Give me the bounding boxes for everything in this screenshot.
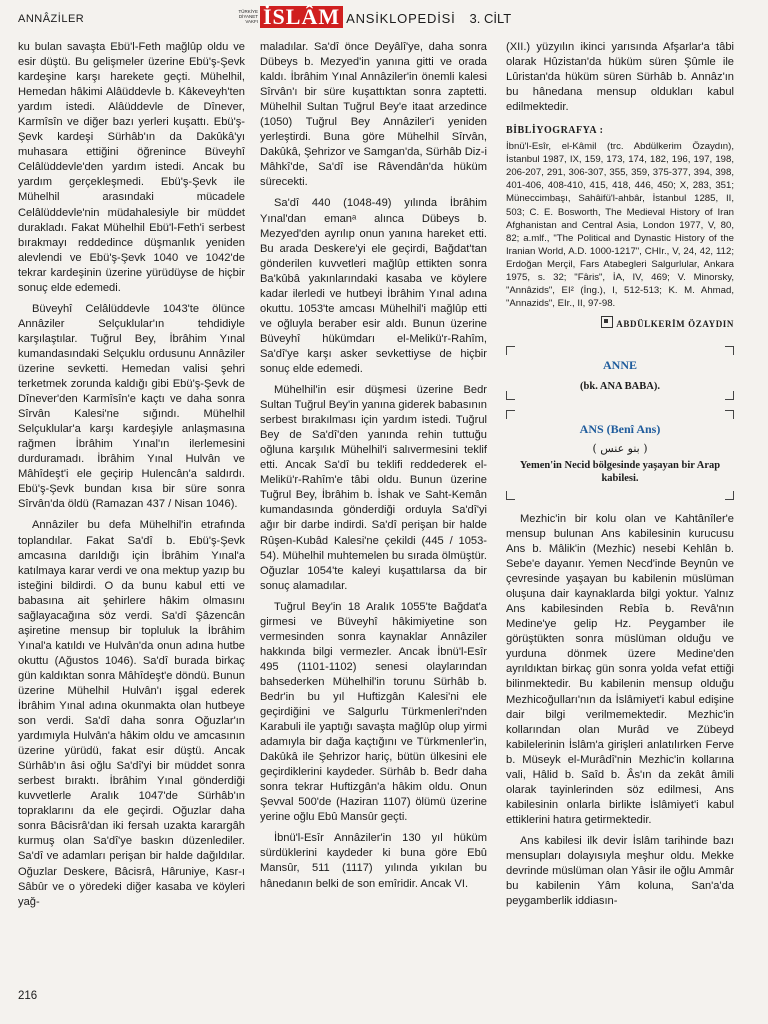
- paragraph: İbnü'l-Esîr Annâziler'in 130 yıl hüküm sürdüklerini kaydeder ki buna göre Ebû Mansûr, 511 (1117) yılında yıkılan bu hânedanın belki de son emîridir. Ancak VI.: [260, 832, 487, 890]
- brand-line-1: TÜRKİYE: [238, 9, 258, 14]
- author-name: ABDÜLKERİM ÖZAYDIN: [616, 318, 734, 329]
- brand-title: ANSİKLOPEDİSİ: [346, 11, 456, 26]
- paragraph: ku bulan savaşta Ebü'l-Feth mağlûp oldu ve esir düştü. Bu gelişmeler üzerine Ebü'ş-Şevk kardeşine karşı harekete geçti. Mühelhil, Hemedan hâkimi Alâüddevle b. Kâkeveyh'ten yardım istedi. Alâüddevle de Dînever, Karmîsîn ve diğer bazı yerleri kuşattı. Ebü'ş-Şevk kardeşi Sürhâb'ın da Dakûkâ'yı muhasara ettiğini öğrenince Büveyhî Celâlüddevle'den yardım istedi. Ancak bu yardım gerçekleşmedi. Ebü'ş-Şevk ile Mühelhil arasındaki mücadele Celâlüddevle'nin müdahalesiyle bir müddet durakladı. Fakat Mühelhil Ebü'l-Feth'i serbest bırakmayı reddedince düşmanlık yeniden alevlendi ve Ebü'ş-Şevk 1040 ve 1042'de tekrar kardeşinin üzerine yürüdüyse de hiçbir sonuç elde edemedi.: [18, 41, 245, 294]
- paragraph: Mühelhil'in esir düşmesi üzerine Bedr Sultan Tuğrul Bey'in yanına giderek babasının serbest bırakılması için yardım istedi. Tuğrul Bey de Sa'dî'den yanında rehin tuttuğu oğluna karşılık Mühelhil'i salıvermesini teklif etti. Ancak Sa'dî bu teklifi reddederek el-Melikü'r-Rahîm'e tâbi oldu. Bunun üzerine Tuğrul Bey, İbrâhim b. İshak ve Saht-Kemân kumandasında gönderdiği orduyla Sa'dî'yi ağır bir darbe indirdi. Sa'dî perişan bir halde Rûşen-Kubâd Kalesi'ne çekildi (445 / 1053-54). Mühelhil muhtemelen bu sırada ölmüştür. Oğuzlar 1054'te kaleyi kuşattılarsa da bir sonuç alamadılar.: [260, 384, 487, 592]
- page-header: [0, 6, 768, 32]
- running-head: ANNÂZİLER: [18, 13, 85, 25]
- brand-line-3: VAKFI: [245, 19, 258, 24]
- bibliography-text: İbnü'l-Esîr, el-Kâmil (trc. Abdülkerim Özaydın), İstanbul 1987, IX, 159, 173, 174, 182, 196, 197, 198, 206-207, 291, 306-307, 355, 359, 375-377, 394, 398, 401-406, 408-410, 415, 418, 446, 450; X, 283, 351; Müneccimbaşı, Sahâifü'l-ahbâr, İstanbul 1285, II, 503; C. E. Bosworth, The Medieval History of Iran Afghanistan and Central Asia, London 1977, V, 80, 82; a.mlf., "The Political and Dynastic History of the Iranian World, A.D. 1000-1217", CHIr., V, 24, 42, 112; Erdoğan Merçil, Fars Atabegleri Salgurlular, Ankara 1975, s. 32; "Fâris", İA, IV, 469; V. Minorsky, "Annâzids", EI² (İng.), I, 512-513; K. M. Ahmad, "Annazids", EIr., II, 97-98.: [506, 141, 734, 309]
- brand-islam-logo: İSLÂM: [260, 6, 343, 28]
- paragraph: Tuğrul Bey'in 18 Aralık 1055'te Bağdat'a girmesi ve Büveyhî hâkimiyetine son vermesinden sonra kaynaklar Annâziler hakkında bilgi vermezler. Ancak İbnü'l-Esîr 495 (1101-1102) senesi olaylarından bahsederken Mühelhil'in torunu Sürhâb b. Bedr'in bu yıl Huftizgân Kalesi'ni ele geçirdiğini ve Salgurlu Türkmenleri'nden Karabuli ile yaptığı savaşta mağlûp olup yirmi adamıyla bir dağa kaçtığını ve Türkmenler'in, Dakûkâ ile Şehrizor hariç, bütün ülkesini ele geçirdiklerini kaydeder. Sürhâb b. Bedr daha sonra tekrar Huftizgân'a hâkim oldu. Onun Şevval 500'de (Haziran 1107) ölümü üzerine yerine oğlu Ebû Mansûr geçti.: [260, 600, 487, 824]
- bibliography-title: BİBLİYOGRAFYA :: [506, 125, 604, 137]
- volume-label: 3. CİLT: [469, 11, 512, 26]
- entry-title-anne: ANNE: [602, 357, 637, 372]
- paragraph: Ans kabilesi ilk devir İslâm tarihinde bazı mensupları dolayısıyla meşhur oldu. Mekke devrinde müslüman olan Yâsir ile oğlu Ammâr bu kabilenin Yâm koluna, San'a'da peygamberlik iddiasın-: [506, 834, 734, 908]
- column-3: [506, 40, 734, 909]
- entry-description-ans: Yemen'in Necid bölgesinde yaşayan bir Arap kabilesi.: [519, 460, 721, 485]
- brand-foundation-label: [232, 9, 258, 24]
- entry-box-ans: [506, 410, 734, 500]
- page-number: 216: [18, 990, 38, 1002]
- paragraph: (XII.) yüzyılın ikinci yarısında Afşarlar'a tâbi olarak Hûzistan'da hüküm süren Şûmle ile Lûristan'da hüküm süren Sürhâb b. Annâz'ın bu hânedana mensup oldukları kabul edilmektedir.: [506, 41, 734, 114]
- entry-title-ans: ANS (Benî Ans): [579, 421, 661, 436]
- author-signature: [506, 316, 734, 332]
- column-2: [260, 40, 487, 892]
- paragraph: Mezhic'in bir kolu olan ve Kahtânîler'e mensup bulunan Ans kabilesinin kurucusu Ans b. Mâlik'in (Mezhic) nesebi Kehlân b. Sebe'e dayanır. Yemen Necd'inde Beynûn ve çevresinde yaşayan bu kabilenin müslüman oluşuna dair kaynaklarda bilgi yoktur. Yalnız Ans kabilesinden Rebîa b. Revâ'nın Medine'ye gelip Hz. Peygamber ile görüştükten sonra müslüman olduğu ve yurduna dönmek üzere Medine'den ayrıldıktan birkaç gün sonra yolda vefat ettiği bilinmektedir. Bu kabilenin mensup olduğu Mezhicoğulları'nın da İslâmiyet'i kabul edişine dair bilgi verilmemektedir. Mezhic'in kollarından olan Murâd ve Zübeyd kabilelerinin İslâm'a girişleri anlatılırken Ferve b. Müseyk el-Murâdî'nin Mezhic'in kollarına vali, Hâlid b. Saîd b. Âs'ın da zekât âmili olarak tayinlerinden söz edilmesi, Ans kabilesinin onlarla birlikte İslâmiyet'i kabul ettiklerini hatıra getirmektedir.: [506, 512, 734, 826]
- author-logo-icon: [601, 316, 613, 328]
- column-1: [18, 40, 245, 910]
- paragraph: Büveyhî Celâlüddevle 1043'te ölünce Annâziler Selçuklular'ın tehdidiyle karşılaştılar. Tuğrul Bey, İbrâhim Yınal kumandasındaki Selçuklu ordusunu Annâziler üzerine sevketti. Hemedan valisi şehri terketmek zorunda kaldığı gibi Ebü'ş-Şevk de Dînever'den Karmîsîn'e kaçtı ve daha sonra Sîrvân Kalesi'ne sığındı. Mühelhil Selçuklular'a karşı kardeşiyle anlaşmasına rağmen İbrâhim Yınal'ın ilerlemesini durduramadı. İbrâhim Yınal Hulvân ve Mâhîdeşt'i ele geçirip Hulencân'a saldırdı. Ebü'ş-Şevk bundan kısa bir süre sonra Sîrvân'da öldü (Ramazan 437 / Nisan 1046).: [18, 302, 245, 511]
- paragraph: Annâziler bu defa Mühelhil'in etrafında toplandılar. Fakat Sa'dî b. Ebü'ş-Şevk amcasına darıldığı için İbrâhim Yınal'a katılmaya karar verdi ve ona mektup yazıp bu isteğini bildirdi. O da bunu kabul etti ve babasına ait şehirlere hâkim olmasını sağlayacağına söz verdi. Sa'dî Şâzencân aşiretine mensup bir topluluk la İbrâhim Yınal'a katıldı ve Hulvân'da onun adına hutbe okuttu (Ağustos 1046). Sa'dî burada birkaç gün kaldıktan sonra Mâhîdeşt'e döndü. Bunun üzerine Mühelhil Hulvân'ı işgal ederek İbrâhim Yınal adına okunmakta olan hutbeye son verdi. Sa'dî daha sonra Oğuzlar'ın yardımıyla Hulvân'a hâkim oldu ve amcasının üzerine yürüdü, fakat esir düştü. Ancak Sürhâb'ın âsi oğlu Sa'dî'yi bir müddet sonra serbest bıraktı. İbrâhim Yınal gönderdiği kuvvetlerle Aralık 1047'de Sürhâb'ın topraklarını da ele geçirdi. Oğuzlar daha sonra Bâcisrâ'dan iki fersah uzakta karargâh kurmuş olan Sa'dî'ye baskın düzenlediler. Sa'dî ve adamları perişan bir halde dağıldılar. Oğuzlar Deskere, Bâcisrâ, Hâruniye, Kasr-ı Sâbûr ve o yöredeki diğer kasaba ve köyleri yağ-: [18, 519, 245, 908]
- paragraph: Sa'dî 440 (1048-49) yılında İbrâhim Yınal'dan emanᵃ alınca Dübeys b. Mezyed'den ayrılıp onun yanına hareket etti. Bu arada Deskere'yi ele geçirdi, Bağdat'tan gönderilen kuvvetleri mağlûp ettikten sonra Ba'kûbâ yakınlarındaki kasaba ve köylere kadar ilerledi ve hutbeyi İbrâhim Yınal adına okuttu. 1053'te amcası Mühelhil'i mağlûp etti ve oğluyla beraber esir aldı. Bunun üzerine Büveyhî hükümdarı el-Melikü'r-Rahîm, Sa'dî'ye karşı asker sevkettiyse de hiçbir sonuç elde edemedi.: [260, 197, 487, 375]
- entry-crossref-anne[interactable]: (bk. ANA BABA).: [580, 380, 660, 392]
- paragraph: maladılar. Sa'dî önce Deyâlî'ye, daha sonra Dübeys b. Mezyed'in yanına gitti ve orada kaldı. İbrâhim Yınal Annâziler'in önemli kalesi Sîrvân'ı bir süre kuşattıktan sonra zaptetti. Mühelhil Sultan Tuğrul Bey'e itaat arzedince (1050) Tuğrul Bey Annâziler'i yeniden yerleştirdi. Buna göre Mühelhil Sîrvân, Dakûkâ, Şehrizor ve Samgan'da, Sürhâb Diz-i Mâhkî'de, Sa'dî ise Râvendân'da hüküm sürecekti.: [260, 41, 487, 189]
- brand-line-2: DİYANET: [238, 14, 258, 19]
- entry-arabic-ans: ( بنو عنس ): [592, 441, 648, 455]
- entry-box-anne: [506, 346, 734, 400]
- encyclopedia-brand: [232, 6, 511, 30]
